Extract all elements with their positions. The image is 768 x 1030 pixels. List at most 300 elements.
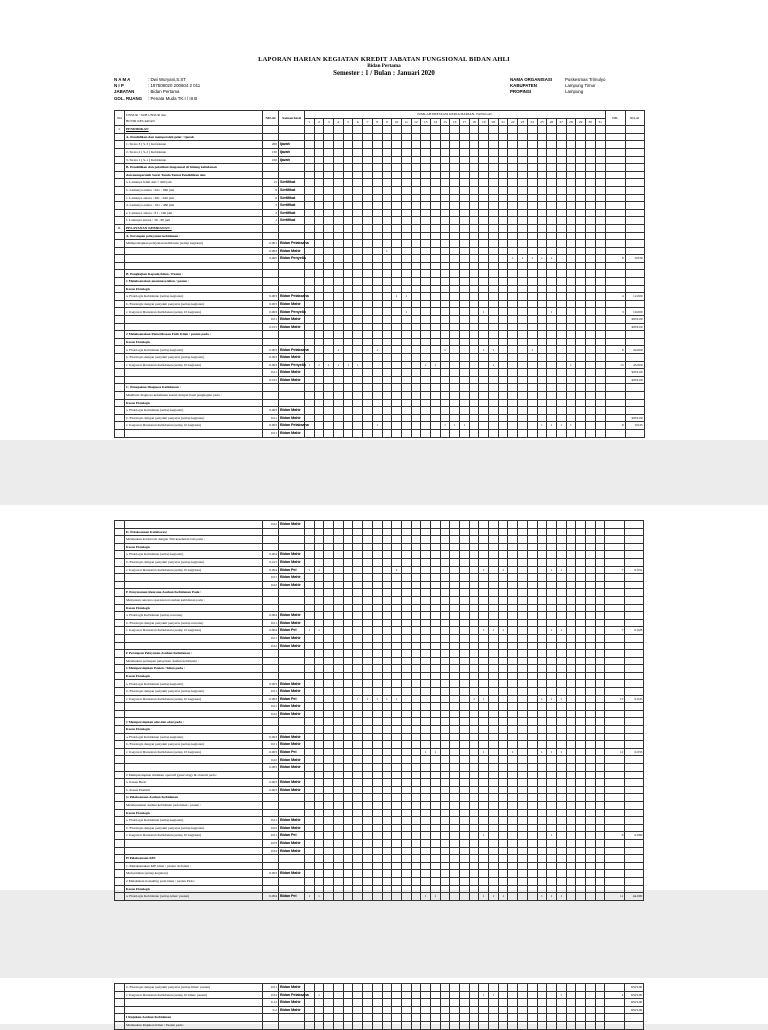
day-cell — [382, 832, 392, 840]
day-cell — [363, 179, 373, 187]
day-cell — [440, 399, 450, 407]
activity-label: Melakukan persiapan pelayanan asuhan kebidanan : — [125, 657, 263, 665]
day-cell — [334, 194, 344, 202]
day-cell — [576, 779, 586, 787]
day-cell — [556, 270, 566, 278]
day-cell — [595, 558, 605, 566]
activity-jml — [605, 756, 625, 764]
day-cell — [401, 801, 411, 809]
day-cell — [392, 338, 402, 346]
activity-nilai — [263, 1014, 279, 1022]
row-number — [115, 764, 125, 772]
day-cell — [430, 384, 440, 392]
day-cell — [305, 581, 315, 589]
day-cell: 1 — [547, 422, 557, 430]
day-cell — [401, 551, 411, 559]
row-number — [115, 278, 125, 286]
day-cell — [334, 596, 344, 604]
day-cell — [411, 407, 421, 415]
day-cell — [305, 171, 315, 179]
day-cell — [498, 164, 508, 172]
day-cell — [392, 680, 402, 688]
activity-jml — [605, 634, 625, 642]
day-cell — [460, 627, 470, 635]
day-cell — [343, 657, 353, 665]
activity-total: 0.028 — [625, 627, 644, 635]
day-cell — [479, 589, 489, 597]
activity-label — [125, 710, 263, 718]
day-cell — [595, 179, 605, 187]
day-cell — [334, 589, 344, 597]
day-cell — [537, 771, 547, 779]
activity-nilai: 0.01 — [263, 316, 279, 324]
activity-satuan: Sertifikat — [279, 209, 305, 217]
day-cell — [508, 202, 518, 210]
row-number — [115, 255, 125, 263]
day-cell — [537, 414, 547, 422]
day-cell — [343, 232, 353, 240]
day-cell — [576, 247, 586, 255]
activity-nilai: 0.01 — [263, 634, 279, 642]
activity-total — [625, 574, 644, 582]
day-cell — [450, 399, 460, 407]
day-cell — [430, 1021, 440, 1029]
day-cell — [353, 824, 363, 832]
day-cell — [430, 726, 440, 734]
day-cell — [498, 885, 508, 893]
day-cell — [518, 581, 528, 589]
table-row — [115, 141, 645, 149]
day-cell — [518, 733, 528, 741]
row-number — [115, 824, 125, 832]
day-cell — [382, 733, 392, 741]
row-number — [115, 521, 125, 529]
table-row — [115, 217, 645, 225]
day-cell — [430, 354, 440, 362]
day-cell: 1 — [498, 627, 508, 635]
table-row — [115, 338, 645, 346]
day-cell — [440, 764, 450, 772]
day-cell — [411, 733, 421, 741]
day-cell — [411, 376, 421, 384]
day-cell — [450, 809, 460, 817]
day-cell — [547, 407, 557, 415]
day-cell — [421, 308, 431, 316]
activity-jml — [605, 817, 625, 825]
activity-label: b. Fisiologis dengan penyakit penyerta (setiap kegiatan) — [125, 824, 263, 832]
day-cell — [440, 262, 450, 270]
day-cell — [489, 338, 499, 346]
day-cell — [343, 650, 353, 658]
day-cell — [372, 316, 382, 324]
day-cell — [372, 832, 382, 840]
activity-total — [625, 141, 644, 149]
day-cell — [527, 285, 537, 293]
day-cell — [363, 384, 373, 392]
day-cell — [479, 1006, 489, 1014]
day-cell — [566, 1014, 576, 1022]
day-cell — [363, 589, 373, 597]
day-header-8: 8 — [372, 118, 382, 126]
day-cell — [585, 695, 595, 703]
day-cell — [343, 1014, 353, 1022]
day-cell — [450, 741, 460, 749]
day-cell — [392, 1006, 402, 1014]
day-cell — [585, 581, 595, 589]
day-cell — [489, 156, 499, 164]
day-cell — [382, 376, 392, 384]
day-cell — [527, 528, 537, 536]
day-cell — [576, 338, 586, 346]
activity-satuan: Bidan Mahir — [279, 581, 305, 589]
activity-label: Kasus Fisiologis — [125, 285, 263, 293]
day-cell — [392, 870, 402, 878]
day-cell — [508, 756, 518, 764]
day-cell — [508, 991, 518, 999]
day-cell — [527, 657, 537, 665]
day-cell — [334, 414, 344, 422]
day-cell — [469, 604, 479, 612]
day-cell — [585, 665, 595, 673]
day-cell — [595, 148, 605, 156]
day-cell — [566, 186, 576, 194]
day-cell — [547, 232, 557, 240]
day-cell — [421, 240, 431, 248]
day-cell — [305, 741, 315, 749]
day-cell — [440, 786, 450, 794]
day-cell — [556, 847, 566, 855]
activity-total — [625, 179, 644, 187]
day-cell — [518, 771, 528, 779]
day-cell — [585, 399, 595, 407]
day-cell — [363, 414, 373, 422]
day-cell — [324, 839, 334, 847]
day-cell — [479, 779, 489, 787]
day-cell — [401, 338, 411, 346]
day-cell — [334, 376, 344, 384]
day-cell — [556, 202, 566, 210]
day-cell — [411, 832, 421, 840]
day-cell — [585, 558, 595, 566]
activity-satuan: Bidan Pel — [279, 748, 305, 756]
day-cell — [537, 726, 547, 734]
day-cell — [353, 171, 363, 179]
day-cell — [479, 764, 489, 772]
row-number — [115, 596, 125, 604]
day-cell — [547, 247, 557, 255]
activity-total — [625, 338, 644, 346]
day-header-7: 7 — [363, 118, 373, 126]
day-cell — [585, 224, 595, 232]
day-cell — [382, 726, 392, 734]
day-cell — [392, 779, 402, 787]
day-cell — [363, 688, 373, 696]
day-cell — [324, 604, 334, 612]
day-cell — [537, 703, 547, 711]
activity-label: a. Fisiologis Kebidanan (setiap kegiatan) — [125, 817, 263, 825]
day-cell — [392, 764, 402, 772]
day-cell: 1 — [556, 893, 566, 901]
table-row — [115, 672, 644, 680]
day-cell — [343, 581, 353, 589]
day-cell — [343, 885, 353, 893]
day-cell — [440, 293, 450, 301]
day-cell — [489, 1014, 499, 1022]
day-cell — [411, 429, 421, 437]
day-cell — [508, 710, 518, 718]
day-cell — [363, 323, 373, 331]
day-cell — [537, 991, 547, 999]
day-cell — [363, 870, 373, 878]
day-cell — [372, 255, 382, 263]
activity-satuan: Bidan Mahir — [279, 764, 305, 772]
day-cell — [324, 877, 334, 885]
row-number — [115, 164, 125, 172]
day-cell — [305, 794, 315, 802]
day-cell — [537, 596, 547, 604]
day-cell — [547, 642, 557, 650]
day-cell — [363, 217, 373, 225]
day-cell — [343, 566, 353, 574]
day-cell — [585, 839, 595, 847]
day-cell — [401, 217, 411, 225]
day-cell — [353, 399, 363, 407]
day-cell — [401, 991, 411, 999]
day-cell — [421, 581, 431, 589]
day-cell — [556, 984, 566, 992]
table-row — [115, 270, 645, 278]
day-cell — [450, 255, 460, 263]
day-cell — [489, 688, 499, 696]
activity-satuan: Bidan Pel — [279, 695, 305, 703]
day-cell — [450, 528, 460, 536]
day-cell — [537, 361, 547, 369]
day-cell — [363, 285, 373, 293]
activity-total — [625, 718, 644, 726]
day-cell — [556, 536, 566, 544]
day-cell — [489, 634, 499, 642]
day-cell — [334, 741, 344, 749]
day-cell — [324, 126, 334, 134]
day-cell — [469, 1014, 479, 1022]
day-cell — [450, 885, 460, 893]
day-cell — [450, 672, 460, 680]
day-cell — [430, 984, 440, 992]
day-cell — [508, 186, 518, 194]
day-cell — [401, 528, 411, 536]
activity-total — [625, 1021, 644, 1029]
day-cell — [411, 543, 421, 551]
day-cell — [363, 558, 373, 566]
day-cell — [363, 551, 373, 559]
day-cell — [382, 817, 392, 825]
day-cell — [508, 141, 518, 149]
day-cell — [566, 817, 576, 825]
day-cell — [324, 521, 334, 529]
day-cell — [576, 710, 586, 718]
day-cell — [566, 148, 576, 156]
day-cell — [343, 604, 353, 612]
activity-nilai: 0.01 — [263, 414, 279, 422]
day-cell — [527, 703, 537, 711]
day-cell — [305, 855, 315, 863]
day-cell — [518, 224, 528, 232]
day-cell — [498, 619, 508, 627]
day-cell — [566, 984, 576, 992]
day-cell — [334, 354, 344, 362]
day-cell — [479, 1014, 489, 1022]
day-cell — [537, 293, 547, 301]
activity-satuan: Bidan Mahir — [279, 642, 305, 650]
day-cell — [430, 293, 440, 301]
day-cell — [334, 202, 344, 210]
day-cell — [353, 422, 363, 430]
day-cell — [585, 255, 595, 263]
day-cell — [334, 308, 344, 316]
activity-satuan: Bidan Pel — [279, 627, 305, 635]
activity-satuan: Bidan Pelaksana — [280, 991, 309, 997]
day-cell — [595, 596, 605, 604]
day-cell — [479, 862, 489, 870]
day-cell — [460, 642, 470, 650]
day-cell — [440, 429, 450, 437]
day-cell — [334, 323, 344, 331]
day-cell — [576, 999, 586, 1007]
day-cell — [508, 1014, 518, 1022]
day-cell — [595, 384, 605, 392]
day-cell — [382, 710, 392, 718]
day-cell — [566, 703, 576, 711]
day-cell — [430, 407, 440, 415]
table-row — [115, 574, 644, 582]
day-cell — [401, 672, 411, 680]
activity-jml — [605, 642, 625, 650]
activity-satuan — [279, 331, 305, 339]
day-cell — [527, 589, 537, 597]
day-cell — [489, 316, 499, 324]
day-cell — [430, 141, 440, 149]
day-cell — [363, 278, 373, 286]
day-cell — [576, 672, 586, 680]
day-cell — [353, 270, 363, 278]
day-cell — [469, 642, 479, 650]
day-cell — [314, 604, 324, 612]
report-subtitle: Bidan Pertama — [367, 63, 401, 69]
day-cell — [372, 688, 382, 696]
activity-total — [625, 354, 644, 362]
day-cell — [430, 786, 440, 794]
day-cell — [382, 581, 392, 589]
row-number — [115, 566, 125, 574]
day-cell — [469, 543, 479, 551]
day-cell — [363, 300, 373, 308]
day-cell — [421, 247, 431, 255]
day-cell — [508, 703, 518, 711]
day-cell — [411, 786, 421, 794]
day-cell — [489, 133, 499, 141]
activity-total — [625, 756, 644, 764]
day-cell — [421, 338, 431, 346]
activity-total — [625, 429, 644, 437]
day-cell — [411, 627, 421, 635]
day-cell — [576, 612, 586, 620]
day-cell — [440, 877, 450, 885]
table-row — [115, 779, 644, 787]
day-cell — [537, 581, 547, 589]
day-cell — [566, 612, 576, 620]
day-cell — [595, 733, 605, 741]
day-cell — [392, 855, 402, 863]
day-cell — [460, 429, 470, 437]
header-butir: BUTIR KEGIATAN — [126, 119, 155, 124]
day-cell — [595, 346, 605, 354]
day-cell — [411, 171, 421, 179]
day-cell: 1 — [421, 361, 431, 369]
day-cell — [489, 999, 499, 1007]
day-cell — [411, 726, 421, 734]
activity-jml — [605, 1006, 625, 1014]
day-cell — [537, 202, 547, 210]
day-cell — [363, 801, 373, 809]
day-cell — [334, 695, 344, 703]
day-cell — [450, 391, 460, 399]
day-cell: 1 — [430, 361, 440, 369]
activity-nilai — [263, 270, 279, 278]
day-cell — [537, 741, 547, 749]
day-cell — [576, 255, 586, 263]
day-cell — [508, 824, 518, 832]
day-cell — [450, 270, 460, 278]
day-cell — [401, 224, 411, 232]
day-cell — [343, 202, 353, 210]
day-cell — [518, 171, 528, 179]
day-cell — [518, 1006, 528, 1014]
day-cell — [460, 323, 470, 331]
day-cell — [305, 300, 315, 308]
day-cell — [508, 817, 518, 825]
activity-total — [625, 558, 644, 566]
day-cell — [401, 126, 411, 134]
day-cell — [479, 141, 489, 149]
day-cell — [595, 748, 605, 756]
day-cell — [595, 429, 605, 437]
day-cell — [460, 202, 470, 210]
day-cell — [508, 984, 518, 992]
day-cell — [460, 566, 470, 574]
day-cell — [324, 270, 334, 278]
day-cell — [430, 179, 440, 187]
day-cell — [527, 338, 537, 346]
day-cell — [460, 354, 470, 362]
day-cell — [305, 1014, 315, 1022]
day-cell — [508, 558, 518, 566]
day-cell — [353, 240, 363, 248]
activity-nilai: 0.02 — [263, 710, 279, 718]
day-cell — [430, 1014, 440, 1022]
day-cell — [363, 209, 373, 217]
day-cell — [363, 612, 373, 620]
day-cell — [537, 148, 547, 156]
row-number — [115, 877, 125, 885]
day-cell — [576, 346, 586, 354]
day-cell — [450, 300, 460, 308]
day-cell — [392, 346, 402, 354]
day-cell — [489, 710, 499, 718]
day-cell — [508, 354, 518, 362]
day-cell — [469, 786, 479, 794]
day-cell — [498, 232, 508, 240]
day-cell — [401, 619, 411, 627]
